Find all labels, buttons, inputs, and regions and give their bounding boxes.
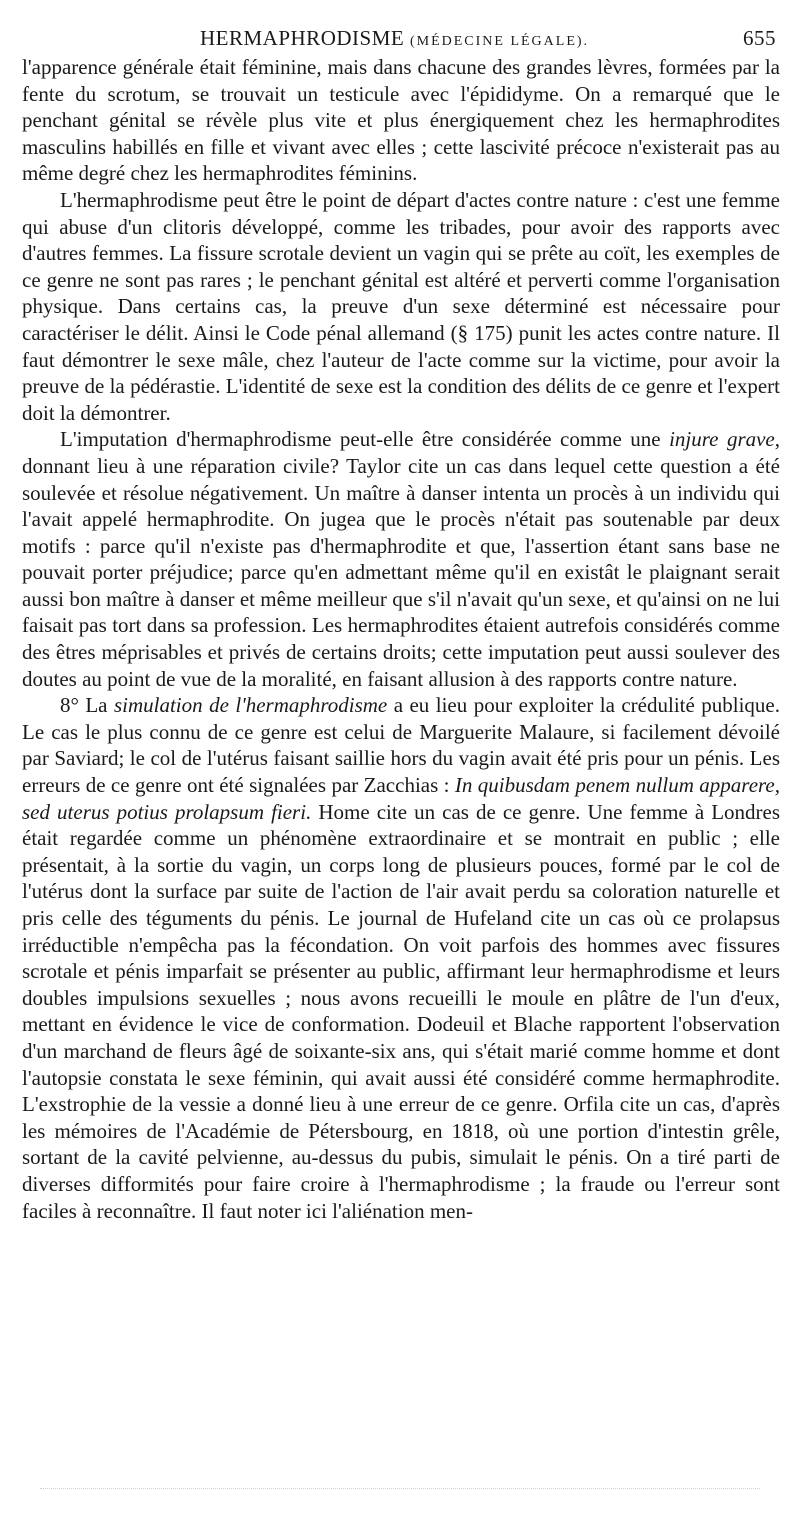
book-page [22, 26, 780, 1224]
text-run: L'imputation d'hermaphrodisme peut-elle être considérée comme une [60, 427, 670, 452]
running-title [200, 26, 589, 51]
bottom-scan-noise [40, 1488, 760, 1495]
text-run: Home cite un cas de ce genre. Une femme à Londres était regardée comme un phénomène extraordinaire et se montrait en public ; elle présentait, à la sortie du vagin, un corps long de plusieurs pouces, formé par le col de l'utérus dont la surface par suite de l'action de l'air avait perdu sa coloration naturelle et pris celle des téguments du pénis. Le journal de Hufeland cite un cas où ce prolapsus irréductible n'empêcha pas la fécondation. On voit parfois des hommes avec fissures scrotale et pénis imparfait se présenter au public, affirmant leur hermaphrodisme et leurs doubles impulsions sexuelles ; nous avons recueilli le moule en plâtre de l'un d'eux, mettant en évidence le vice de conformation. Dodeuil et Blache rapportent l'observation d'un marchand de fleurs âgé de soixante-six ans, qui s'était marié comme homme et dont l'autopsie constata le sexe féminin, qui avait aussi été considéré comme hermaphrodite. L'exstrophie de la vessie a donné lieu à une erreur de ce genre. Orfila cite un cas, d'après les mémoires de l'Académie de Pétersbourg, en 1818, où une portion d'intestin grêle, sortant de la cavité pelvienne, au-dessus du pubis, simulait le pénis. On a tiré parti de diverses difformités pour faire croire à l'hermaphrodisme ; la fraude ou l'erreur sont faciles à reconnaître. Il faut noter ici l'aliénation men- [22, 799, 781, 1223]
paragraph-4 [22, 692, 780, 1224]
text-run: a eu lieu pour exploiter la crédulité publique. Le cas le plus connu de ce genre est celui de Marguerite Malaure, si facilement dévoilé par Saviard; le col de l'utérus faisant saillie hors du vagin avait été pris pour un pénis. Les erreurs de ce genre ont été signalées par Zacchias : [22, 693, 781, 798]
paragraph-2 [22, 187, 780, 426]
running-title-main: HERMAPHRODISME [200, 26, 405, 50]
paragraph-1 [22, 54, 780, 187]
text-run: L'hermaphrodisme peut être le point de départ d'actes contre nature : c'est une femme qui abuse d'un clitoris développé, comme les tribades, pour avoir des rapports avec d'autres femmes. La fissure scrotale devient un vagin qui se prête au coït, les exemples de ce genre ne sont pas rares ; le penchant génital est altéré et perverti comme l'organisation physique. Dans certains cas, la preuve d'un sexe déterminé est nécessaire pour caractériser le délit. Ainsi le Code pénal allemand (§ 175) punit les actes contre nature. Il faut démontrer le sexe mâle, chez l'auteur de l'acte comme sur la victime, pour avoir la preuve de la pédérastie. L'identité de sexe est la condition des délits de ce genre et l'expert doit la démontrer. [22, 187, 780, 425]
italic-text: simulation de l'hermaphrodisme [113, 693, 388, 718]
body-text [22, 54, 780, 1224]
text-run: , donnant lieu à une réparation civile? Taylor cite un cas dans lequel cette question a été soulevée et résolue négativement. Un maître à danser intenta un procès à un individu qui l'avait appelé hermaphrodite. On jugea que le procès n'était pas soutenable par deux motifs : parce qu'il n'existe pas d'hermaphrodite et que, l'assertion étant sans base ne pouvait porter préjudice; parce qu'en admettant même qu'il en existât le plaignant serait aussi bon maître à danser et même meilleur que s'il n'avait qu'un sexe, et qu'ainsi on ne lui faisait pas tort dans sa profession. Les hermaphrodites étaient autrefois considérés comme des êtres méprisables et privés de certains droits; cette imputation peut aussi soulever des doutes au point de vue de la moralité, en faisant allusion à des rapports contre nature. [22, 427, 781, 691]
running-title-subtitle: (MÉDECINE LÉGALE). [409, 34, 590, 49]
text-run: 8° La [60, 693, 114, 718]
italic-text: injure grave [669, 427, 775, 452]
italic-text: In quibusdam penem nullum apparere, sed uterus potius prolapsum fieri. [22, 773, 780, 824]
running-head [22, 26, 780, 54]
text-run: l'apparence générale était féminine, mais dans chacune des grandes lèvres, formées par la fente du scrotum, se trouvait un testicule avec l'épididyme. On a remarqué que le penchant génital se révèle plus vite et plus énergiquement chez les hermaphrodites masculins habillés en fille et vivant avec elles ; cette lascivité précoce n'existerait pas au même degré chez les hermaphrodites féminins. [22, 55, 780, 186]
page-number: 655 [743, 26, 776, 50]
paragraph-3 [22, 426, 780, 692]
